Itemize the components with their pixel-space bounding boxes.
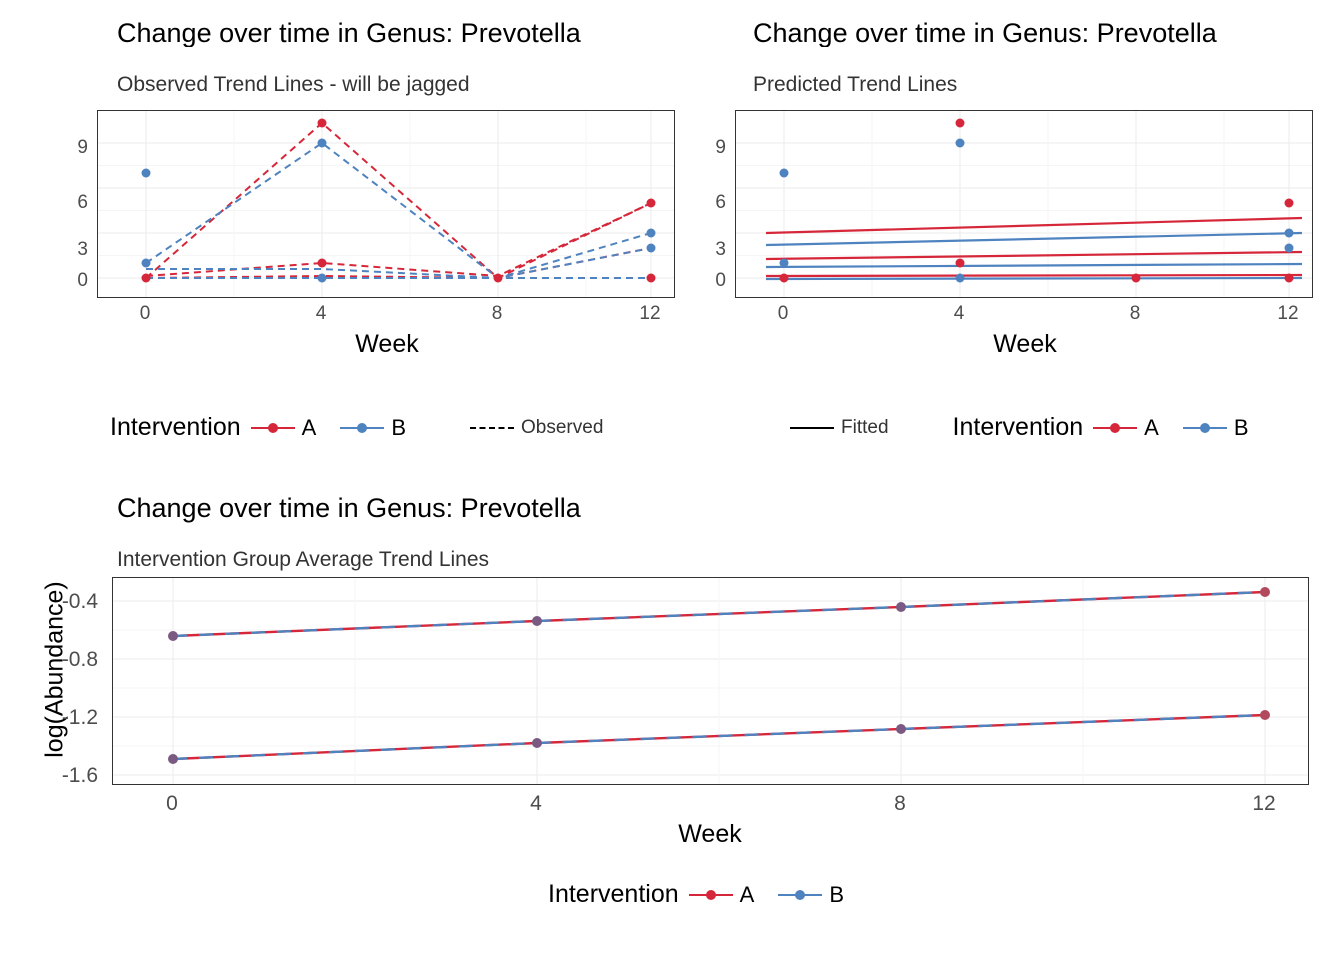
legend-predicted — [790, 413, 1249, 442]
x-axis-label: Week — [355, 330, 419, 358]
legend-item-b[interactable] — [778, 882, 844, 908]
legend-label-fitted: Fitted — [841, 416, 889, 438]
y-tick-label: 6 — [77, 192, 88, 213]
x-tick-label: 8 — [491, 303, 503, 324]
plot-area-group-average — [112, 577, 1309, 785]
x-tick-label: 12 — [1252, 792, 1276, 815]
x-tick-label: 4 — [530, 792, 542, 815]
legend-title: Intervention — [110, 413, 241, 441]
group-average-plot-svg — [113, 578, 1308, 784]
y-tick-label: 9 — [77, 137, 88, 158]
legend-title: Intervention — [548, 880, 679, 908]
line-marker-icon — [778, 886, 822, 904]
y-tick-label: -0.8 — [61, 648, 98, 671]
legend-item-a[interactable] — [689, 882, 755, 908]
x-tick-label: 0 — [166, 792, 178, 815]
panel-group-average — [0, 480, 1344, 960]
x-tick-label: 12 — [1277, 303, 1299, 324]
y-tick-label: 3 — [715, 239, 726, 260]
y-tick-label: 6 — [715, 192, 726, 213]
plot-area-observed — [97, 110, 675, 298]
panel-predicted-subtitle: Predicted Trend Lines — [753, 73, 958, 96]
legend-item-b[interactable] — [1183, 415, 1249, 441]
plot-area-predicted — [735, 110, 1313, 298]
y-tick-label: 0 — [715, 270, 726, 291]
legend-label-a: A — [1144, 414, 1159, 440]
panel-predicted-title: Change over time in Genus: Prevotella — [753, 20, 1217, 47]
legend-item-fitted[interactable] — [790, 417, 889, 439]
x-axis-label: Week — [993, 330, 1057, 358]
legend-item-a[interactable] — [1093, 415, 1159, 441]
x-tick-label: 0 — [777, 303, 789, 324]
legend-group-average — [548, 880, 844, 909]
line-marker-icon — [251, 419, 295, 437]
observed-plot-svg — [98, 111, 674, 297]
legend-label-observed: Observed — [521, 416, 604, 438]
panel-predicted — [640, 0, 1344, 460]
x-tick-label: 0 — [139, 303, 151, 324]
panel-group-average-subtitle: Intervention Group Average Trend Lines — [117, 548, 490, 571]
legend-label-b: B — [1233, 414, 1249, 440]
y-tick-label: 0 — [77, 270, 88, 291]
x-tick-label: 4 — [315, 303, 327, 324]
panel-observed — [0, 0, 700, 460]
x-tick-label: 4 — [953, 303, 965, 324]
y-tick-label: -1.2 — [61, 706, 98, 729]
panel-group-average-title: Change over time in Genus: Prevotella — [117, 493, 581, 523]
legend-label-a: A — [739, 881, 755, 907]
legend-title: Intervention — [952, 413, 1084, 441]
y-axis-label: log(Abundance) — [40, 581, 69, 758]
line-marker-icon — [689, 886, 733, 904]
x-axis-label: Week — [678, 820, 742, 848]
dashed-line-icon — [470, 419, 514, 437]
x-tick-label: 12 — [639, 303, 661, 324]
legend-item-a[interactable] — [251, 415, 317, 441]
predicted-plot-svg — [736, 111, 1312, 297]
legend-label-b: B — [829, 881, 845, 907]
y-tick-label: 3 — [77, 239, 88, 260]
x-tick-label: 8 — [1129, 303, 1141, 324]
line-marker-icon — [1183, 419, 1227, 437]
legend-item-observed[interactable] — [470, 417, 603, 439]
x-tick-label: 8 — [894, 792, 906, 815]
panel-observed-title: Change over time in Genus: Prevotella — [117, 20, 581, 47]
y-tick-label: -0.4 — [61, 590, 98, 613]
line-marker-icon — [340, 419, 384, 437]
legend-label-a: A — [301, 414, 317, 440]
legend-label-b: B — [391, 414, 407, 440]
solid-line-icon — [790, 419, 834, 437]
y-tick-label: 9 — [715, 137, 726, 158]
panel-observed-subtitle: Observed Trend Lines - will be jagged — [117, 73, 470, 96]
legend-item-b[interactable] — [340, 415, 406, 441]
line-marker-icon — [1093, 419, 1137, 437]
legend-observed — [110, 413, 603, 442]
y-tick-label: -1.6 — [61, 764, 98, 787]
